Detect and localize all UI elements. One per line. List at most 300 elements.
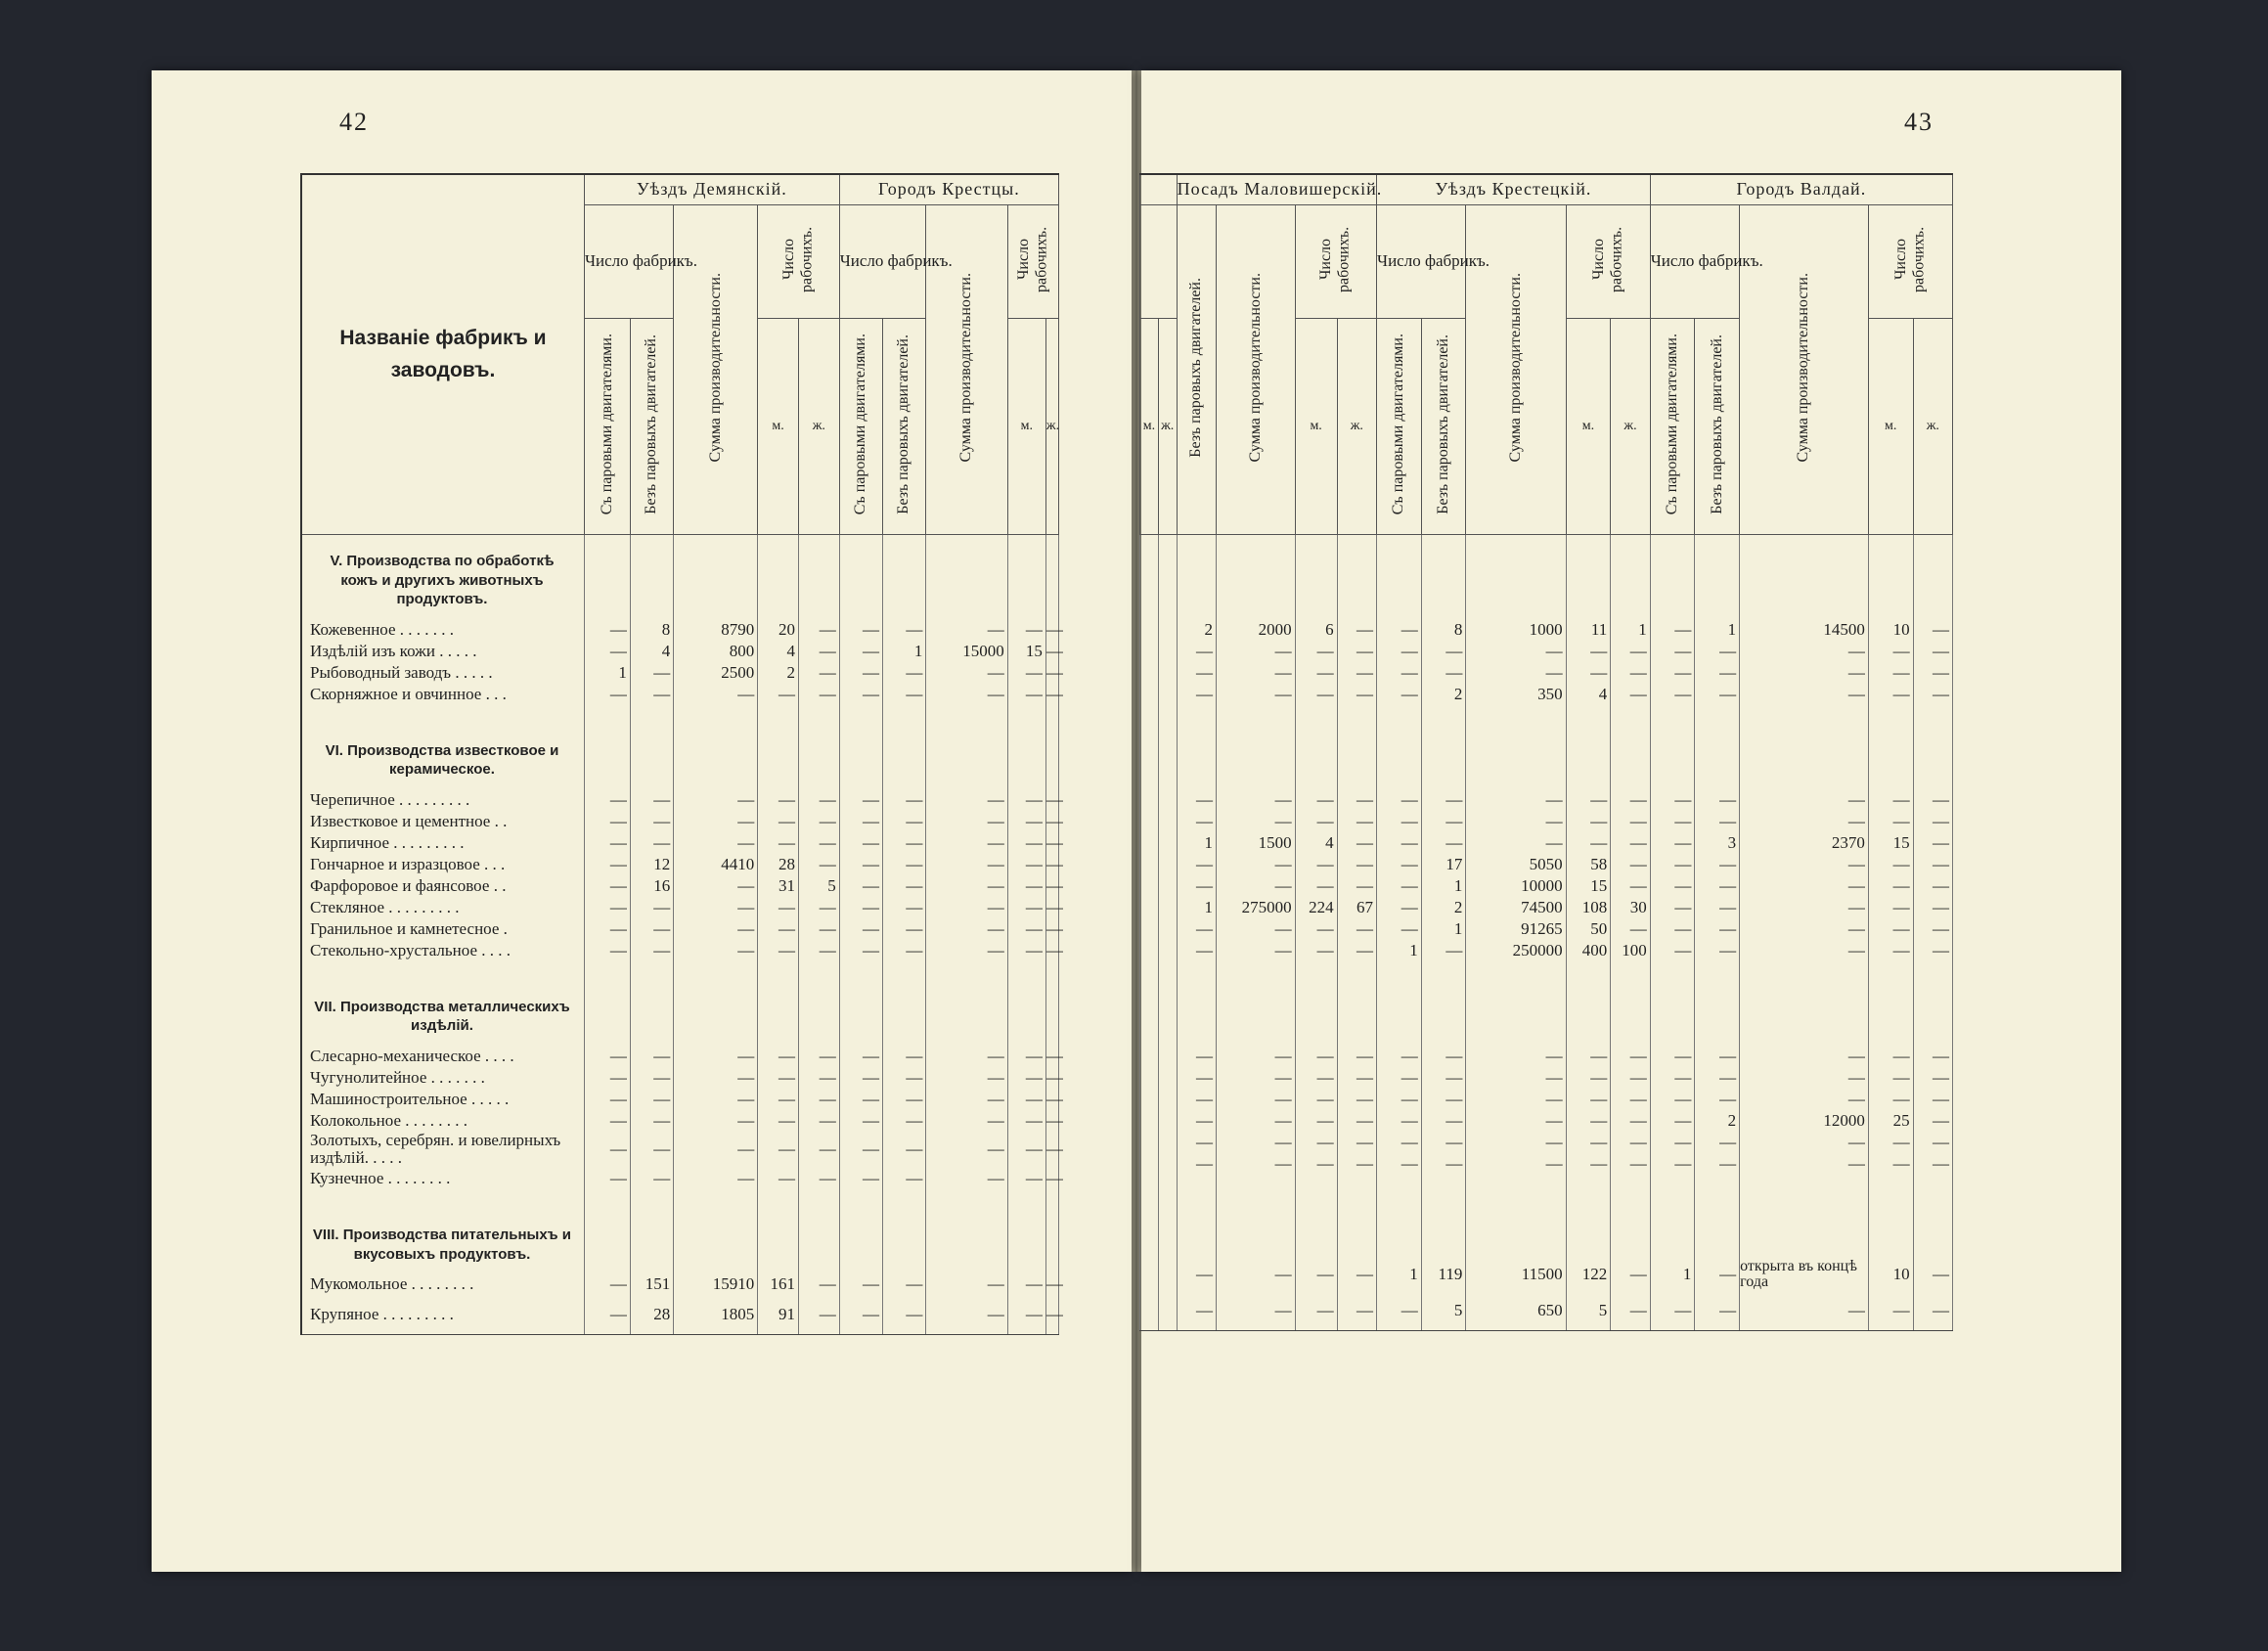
page-number-right: 43 [1904, 108, 1934, 136]
empty-cell [1566, 1175, 1611, 1259]
empty-cell [1158, 641, 1177, 662]
value-cell: — [798, 832, 839, 854]
value-cell: — [1695, 641, 1740, 662]
value-cell: — [674, 1132, 758, 1168]
value-cell: — [1295, 684, 1337, 705]
value-cell: — [1295, 918, 1337, 940]
value-cell: — [674, 1110, 758, 1132]
table-row [301, 1168, 1059, 1189]
empty-cell [1140, 789, 1159, 811]
value-cell: — [1045, 897, 1063, 916]
value-cell: — [1337, 1089, 1376, 1110]
empty-cell [1140, 1175, 1159, 1259]
empty-cell [1868, 534, 1913, 619]
value-cell: — [584, 832, 630, 854]
value-cell: — [883, 1110, 926, 1132]
table-row [301, 1110, 1059, 1132]
value-cell: — [1868, 940, 1913, 961]
num-factories-header: Число фабрикъ. [1377, 205, 1466, 319]
value-cell: — [584, 1067, 630, 1089]
value-cell: — [926, 875, 1007, 897]
value-cell: — [1177, 1259, 1216, 1292]
value-cell: — [1377, 662, 1422, 684]
value-cell: — [1177, 854, 1216, 875]
empty-cell [1913, 705, 1952, 789]
empty-cell [1566, 705, 1611, 789]
empty-cell [1007, 534, 1045, 619]
value-cell: — [926, 1089, 1007, 1110]
value-cell: — [1177, 1067, 1216, 1089]
section-row [1140, 705, 1953, 789]
empty-cell [1158, 662, 1177, 684]
table-row [1140, 811, 1953, 832]
value-cell: 10000 [1466, 875, 1566, 897]
value-cell: — [1913, 619, 1952, 641]
row-name: Чугунолитейное . . . . . . . [301, 1067, 584, 1089]
value-cell: — [926, 789, 1007, 811]
value-cell: — [839, 918, 882, 940]
table-row [301, 940, 1059, 961]
value-cell: — [1337, 1291, 1376, 1331]
table-row [1140, 789, 1953, 811]
value-cell: — [1566, 1153, 1611, 1175]
empty-cell [1695, 705, 1740, 789]
right-page [1141, 70, 2121, 1572]
empty-cell [1158, 1291, 1177, 1331]
value-cell: — [1007, 1168, 1045, 1189]
table-row [301, 875, 1059, 897]
section-heading: V. Производства по обработкѣ кожъ и другихъ животныхъ продуктовъ. [330, 553, 555, 608]
value-cell: — [1216, 918, 1295, 940]
value-cell: — [926, 811, 1007, 832]
value-cell: — [1216, 1110, 1295, 1132]
value-cell: — [1295, 1291, 1337, 1331]
value-cell: — [1007, 1110, 1045, 1132]
male-header: м. [1566, 318, 1611, 534]
value-cell: — [1466, 1046, 1566, 1067]
value-cell: — [1695, 875, 1740, 897]
table-row [301, 1046, 1059, 1067]
value-cell: — [798, 684, 839, 705]
value-cell: — [839, 1132, 882, 1168]
empty-cell [758, 705, 799, 789]
value-cell: — [1740, 1132, 1869, 1153]
value-cell: — [798, 1295, 839, 1335]
row-name: Фарфоровое и фаянсовое . . [301, 875, 584, 897]
value-cell: — [584, 1132, 630, 1168]
value-cell: 25 [1868, 1110, 1913, 1132]
female-header: ж. [798, 318, 839, 534]
empty-cell [1177, 961, 1216, 1046]
value-cell: — [1695, 918, 1740, 940]
value-cell: — [839, 875, 882, 897]
value-cell: — [630, 918, 673, 940]
value-cell: — [1868, 1153, 1913, 1175]
value-cell: — [883, 1295, 926, 1335]
value-cell: — [839, 1067, 882, 1089]
value-cell: — [1295, 1132, 1337, 1153]
value-cell: 15 [1007, 641, 1045, 662]
table-row [1140, 832, 1953, 854]
empty-cell [1216, 1175, 1295, 1259]
value-cell: 15 [1566, 875, 1611, 897]
value-cell: — [630, 1046, 673, 1067]
value-cell: — [1045, 684, 1063, 703]
value-cell: 2500 [674, 662, 758, 684]
row-name: Машиностроительное . . . . . [301, 1089, 584, 1110]
value-cell: — [1868, 918, 1913, 940]
empty-cell [926, 534, 1007, 619]
empty-cell [926, 1189, 1007, 1273]
value-cell: — [674, 897, 758, 918]
value-cell: — [883, 684, 926, 705]
nosteam-header: Безъ паровыхъ двигателей. [1421, 318, 1466, 534]
nosteam-header: Безъ паровыхъ двигателей. [883, 318, 926, 534]
value-cell: — [1611, 1132, 1650, 1153]
table-row [1140, 1110, 1953, 1132]
female-header: ж. [1045, 318, 1058, 534]
empty-cell [1566, 534, 1611, 619]
section-heading: VII. Производства металлическихъ издѣлій. [314, 998, 570, 1035]
value-cell: — [1611, 875, 1650, 897]
empty-cell [1140, 940, 1159, 961]
value-cell: — [1421, 789, 1466, 811]
value-cell: — [1377, 918, 1422, 940]
value-cell: — [1913, 789, 1952, 811]
empty-cell [1695, 1175, 1740, 1259]
empty-cell [1566, 961, 1611, 1046]
value-cell: — [1913, 897, 1952, 918]
value-cell: — [674, 875, 758, 897]
value-cell: — [926, 940, 1007, 961]
value-cell: — [1216, 1046, 1295, 1067]
workers-header: Число рабочихъ. [758, 205, 839, 319]
row-name: Рыбоводный заводъ . . . . . [301, 662, 584, 684]
value-cell: — [839, 1168, 882, 1189]
value-cell: 1 [1650, 1259, 1695, 1292]
value-cell: 1 [1695, 619, 1740, 641]
empty-cell [1140, 619, 1159, 641]
value-cell: — [1177, 1153, 1216, 1175]
value-cell: — [1650, 1110, 1695, 1132]
value-cell: — [584, 918, 630, 940]
empty-cell [584, 961, 630, 1046]
row-name: Издѣлій изъ кожи . . . . . [301, 641, 584, 662]
empty-cell [1740, 705, 1869, 789]
value-cell: — [1377, 832, 1422, 854]
value-cell: — [1695, 1153, 1740, 1175]
value-cell: — [1045, 1046, 1063, 1065]
male-header: м. [1295, 318, 1337, 534]
value-cell: 2 [1177, 619, 1216, 641]
value-cell: 5 [798, 875, 839, 897]
table-row [1140, 1259, 1953, 1292]
value-cell: — [1466, 832, 1566, 854]
value-cell: — [883, 918, 926, 940]
value-cell: 11500 [1466, 1259, 1566, 1292]
value-cell: — [1913, 811, 1952, 832]
value-cell: — [674, 832, 758, 854]
value-cell: — [1695, 1291, 1740, 1331]
value-cell: — [1177, 1089, 1216, 1110]
empty-cell [1045, 961, 1058, 1046]
value-cell: — [926, 1067, 1007, 1089]
empty-cell [1158, 832, 1177, 854]
nosteam-header: Безъ паровыхъ двигателей. [1177, 205, 1216, 535]
value-cell: — [758, 832, 799, 854]
value-cell: — [1337, 619, 1376, 641]
table-row [1140, 918, 1953, 940]
value-cell: — [584, 619, 630, 641]
value-cell: 224 [1295, 897, 1337, 918]
value-cell: — [758, 940, 799, 961]
nosteam-header: Безъ паровыхъ двигателей. [630, 318, 673, 534]
value-cell: — [1377, 897, 1422, 918]
value-cell: — [1337, 940, 1376, 961]
value-cell: 1805 [674, 1295, 758, 1335]
value-cell: — [1650, 832, 1695, 854]
section-row [1140, 1175, 1953, 1259]
value-cell: — [1045, 641, 1063, 660]
empty-cell [1421, 705, 1466, 789]
value-cell: — [630, 940, 673, 961]
steam-header: Съ паровыми двигателями. [1650, 318, 1695, 534]
value-cell: — [1566, 789, 1611, 811]
value-cell: 4 [1566, 684, 1611, 705]
value-cell: — [1295, 940, 1337, 961]
empty-cell [1913, 961, 1952, 1046]
value-cell: — [758, 1132, 799, 1168]
value-cell: — [1045, 1295, 1058, 1335]
value-cell: — [1337, 811, 1376, 832]
value-cell: — [798, 1110, 839, 1132]
empty-cell [1158, 684, 1177, 705]
value-cell: — [1045, 619, 1063, 639]
empty-cell [1466, 961, 1566, 1046]
empty-cell [1740, 534, 1869, 619]
value-cell: — [584, 1295, 630, 1335]
sum-header: Сумма производительности. [926, 205, 1007, 535]
value-cell: 1 [1377, 940, 1422, 961]
table-row [1140, 619, 1953, 641]
value-cell: — [1295, 1067, 1337, 1089]
value-cell: — [630, 1132, 673, 1168]
empty-cell [1377, 705, 1422, 789]
value-cell: — [1650, 1067, 1695, 1089]
value-cell: — [1466, 1089, 1566, 1110]
value-cell: — [926, 1273, 1007, 1295]
value-cell: — [1740, 918, 1869, 940]
value-cell: — [1295, 641, 1337, 662]
value-cell: — [1007, 918, 1045, 940]
value-cell: — [758, 1046, 799, 1067]
steam-header: Съ паровыми двигателями. [584, 318, 630, 534]
value-cell: — [1868, 1046, 1913, 1067]
value-cell: — [584, 1168, 630, 1189]
value-cell: 10 [1868, 1259, 1913, 1292]
value-cell: — [839, 811, 882, 832]
empty-cell [1868, 1175, 1913, 1259]
value-cell: — [839, 1273, 882, 1295]
value-cell: — [584, 1110, 630, 1132]
table-row [301, 641, 1059, 662]
value-cell: — [1466, 789, 1566, 811]
empty-cell [1377, 534, 1422, 619]
value-cell: — [1216, 1132, 1295, 1153]
value-cell: — [1421, 1046, 1466, 1067]
value-cell: — [1421, 1089, 1466, 1110]
value-cell: — [1216, 1153, 1295, 1175]
value-cell: — [584, 641, 630, 662]
value-cell: — [883, 1046, 926, 1067]
empty-cell [1140, 705, 1159, 789]
value-cell: — [1740, 789, 1869, 811]
steam-header: Съ паровыми двигателями. [839, 318, 882, 534]
value-cell: — [1650, 897, 1695, 918]
value-cell: 119 [1421, 1259, 1466, 1292]
value-cell: — [758, 1067, 799, 1089]
empty-cell [1140, 1067, 1159, 1089]
empty-cell [630, 1189, 673, 1273]
value-cell: 6 [1295, 619, 1337, 641]
empty-cell [630, 705, 673, 789]
value-cell: — [584, 875, 630, 897]
value-cell: — [883, 940, 926, 961]
steam-header: Съ паровыми двигателями. [1377, 318, 1422, 534]
value-cell: — [1045, 1274, 1063, 1294]
value-cell: 15 [1868, 832, 1913, 854]
value-cell: — [1913, 1110, 1952, 1132]
value-cell: — [1377, 641, 1422, 662]
value-cell: — [883, 854, 926, 875]
page-number-left: 42 [339, 108, 369, 136]
empty-cell [1177, 705, 1216, 789]
value-cell: — [674, 1168, 758, 1189]
value-cell: — [1045, 811, 1063, 830]
value-cell: — [584, 1089, 630, 1110]
value-cell: 800 [674, 641, 758, 662]
group-header-krestsy: Городъ Крестцы. [839, 174, 1058, 205]
empty-cell [1140, 1259, 1159, 1292]
value-cell: — [1045, 918, 1063, 938]
value-cell: — [630, 811, 673, 832]
group-header-valdai: Городъ Валдай. [1650, 174, 1952, 205]
value-cell: — [1695, 1259, 1740, 1292]
value-cell: — [926, 897, 1007, 918]
value-cell: — [630, 897, 673, 918]
value-cell: — [1695, 1132, 1740, 1153]
value-cell: — [1466, 662, 1566, 684]
value-cell: — [1377, 1291, 1422, 1331]
value-cell: — [1337, 854, 1376, 875]
section-heading-cell [301, 705, 584, 789]
value-cell: — [1868, 854, 1913, 875]
value-cell: — [758, 918, 799, 940]
value-cell: — [1913, 1153, 1952, 1175]
value-cell: — [1913, 918, 1952, 940]
value-cell: — [1868, 1132, 1913, 1153]
value-cell: 2000 [1216, 619, 1295, 641]
value-cell: — [758, 1168, 799, 1189]
value-cell: — [1216, 662, 1295, 684]
male-header: м. [758, 318, 799, 534]
value-cell: 11 [1566, 619, 1611, 641]
value-cell: — [584, 1046, 630, 1067]
value-cell: — [926, 1295, 1007, 1335]
sum-header: Сумма производительности. [1466, 205, 1566, 535]
group-header-malaya-vishera: Посадъ Маловишерскій. [1177, 174, 1376, 205]
female-header: ж. [1158, 318, 1177, 534]
value-cell: — [1337, 684, 1376, 705]
value-cell: — [1650, 940, 1695, 961]
value-cell: — [674, 940, 758, 961]
empty-cell [1611, 961, 1650, 1046]
value-cell: — [1177, 641, 1216, 662]
value-cell: — [1377, 684, 1422, 705]
value-cell: — [1466, 1132, 1566, 1153]
value-cell: — [1421, 1132, 1466, 1153]
value-cell: — [1650, 619, 1695, 641]
value-cell: — [584, 1273, 630, 1295]
num-factories-header [1140, 205, 1178, 319]
value-cell: — [1913, 1291, 1952, 1331]
empty-cell [1140, 662, 1159, 684]
value-cell: — [798, 918, 839, 940]
value-cell: 4410 [674, 854, 758, 875]
workers-header: Число рабочихъ. [1007, 205, 1058, 319]
empty-cell [1611, 534, 1650, 619]
value-cell: — [1913, 1259, 1952, 1292]
value-cell: — [1913, 854, 1952, 875]
value-cell: — [798, 940, 839, 961]
value-cell: — [1913, 641, 1952, 662]
female-header: ж. [1337, 318, 1376, 534]
empty-cell [1158, 854, 1177, 875]
value-cell: 67 [1337, 897, 1376, 918]
value-cell: — [839, 832, 882, 854]
value-cell: — [1650, 875, 1695, 897]
value-cell: — [1295, 1259, 1337, 1292]
value-cell: 400 [1566, 940, 1611, 961]
row-name: Слесарно-механическое . . . . [301, 1046, 584, 1067]
value-cell: 15910 [674, 1273, 758, 1295]
value-cell: — [1007, 1273, 1045, 1295]
value-cell: — [1377, 789, 1422, 811]
empty-cell [1158, 811, 1177, 832]
value-cell: 50 [1566, 918, 1611, 940]
value-cell: — [839, 684, 882, 705]
value-cell: — [1650, 662, 1695, 684]
table-row [1140, 940, 1953, 961]
table-row [1140, 662, 1953, 684]
empty-cell [1868, 705, 1913, 789]
value-cell: — [1007, 811, 1045, 832]
value-cell: — [1421, 641, 1466, 662]
value-cell: — [839, 789, 882, 811]
value-cell: — [1216, 1291, 1295, 1331]
value-cell: — [926, 1046, 1007, 1067]
empty-cell [883, 961, 926, 1046]
value-cell: — [1377, 619, 1422, 641]
value-cell: — [1177, 684, 1216, 705]
value-cell: — [798, 897, 839, 918]
row-name: Кожевенное . . . . . . . [301, 619, 584, 641]
value-cell: — [1913, 875, 1952, 897]
empty-cell [1377, 961, 1422, 1046]
value-cell: — [630, 1089, 673, 1110]
value-cell: 20 [758, 619, 799, 641]
empty-cell [1216, 961, 1295, 1046]
